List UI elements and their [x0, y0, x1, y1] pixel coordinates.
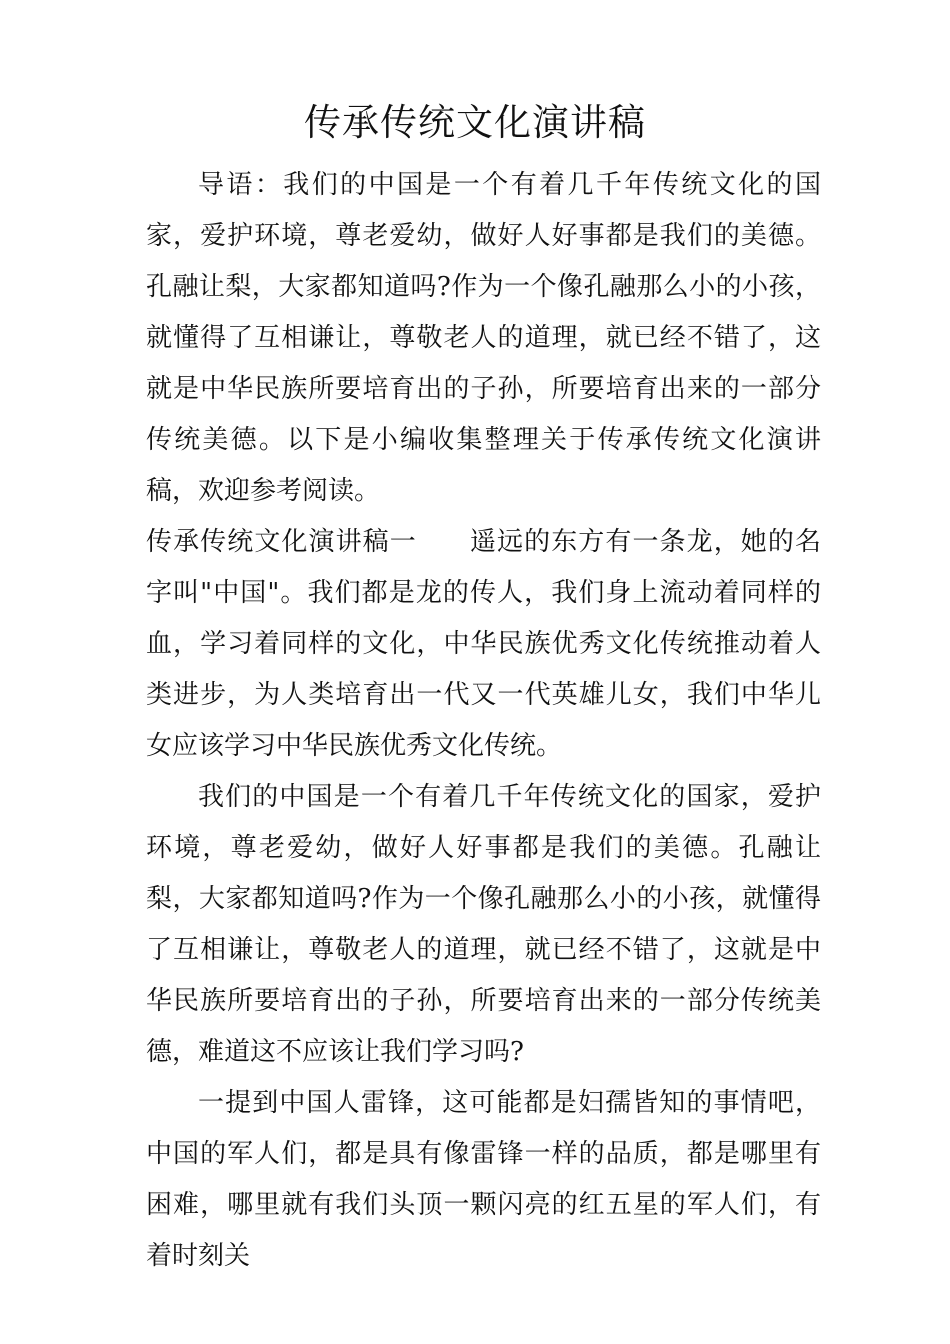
body-paragraph: 一提到中国人雷锋，这可能都是妇孺皆知的事情吧，中国的军人们，都是具有像雷锋一样的品质，都是哪里有困难，哪里就有我们头顶一颗闪亮的红五星的军人们，有着时刻关 [146, 1088, 821, 1271]
body-paragraph: 我们的中国是一个有着几千年传统文化的国家，爱护环境，尊老爱幼，做好人好事都是我们的美德。孔融让梨，大家都知道吗?作为一个像孔融那么小的小孩，就懂得了互相谦让，尊敬老人的道理，就已经不错了，这就是中华民族所要培育出的子孙，所要培育出来的一部分传统美德，难道这不应该让我们学习吗? [146, 782, 821, 1067]
document-title: 传承传统文化演讲稿 [304, 101, 646, 144]
document-body [146, 160, 821, 1282]
section-heading: 传承传统文化演讲稿一 [146, 527, 417, 557]
intro-paragraph: 导语：我们的中国是一个有着几千年传统文化的国家，爱护环境，尊老爱幼，做好人好事都是我们的美德。孔融让梨，大家都知道吗?作为一个像孔融那么小的小孩，就懂得了互相谦让，尊敬老人的道理，就已经不错了，这就是中华民族所要培育出的子孙，所要培育出来的一部分传统美德。以下是小编收集整理关于传承传统文化演讲稿，欢迎参考阅读。 [146, 170, 821, 506]
section-one-paragraph [146, 517, 821, 772]
section-text: 遥远的东方有一条龙，她的名字叫"中国"。我们都是龙的传人，我们身上流动着同样的血，学习着同样的文化，中华民族优秀文化传统推动着人类进步，为人类培育出一代又一代英雄儿女，我们中华儿女应该学习中华民族优秀文化传统。 [146, 527, 821, 761]
